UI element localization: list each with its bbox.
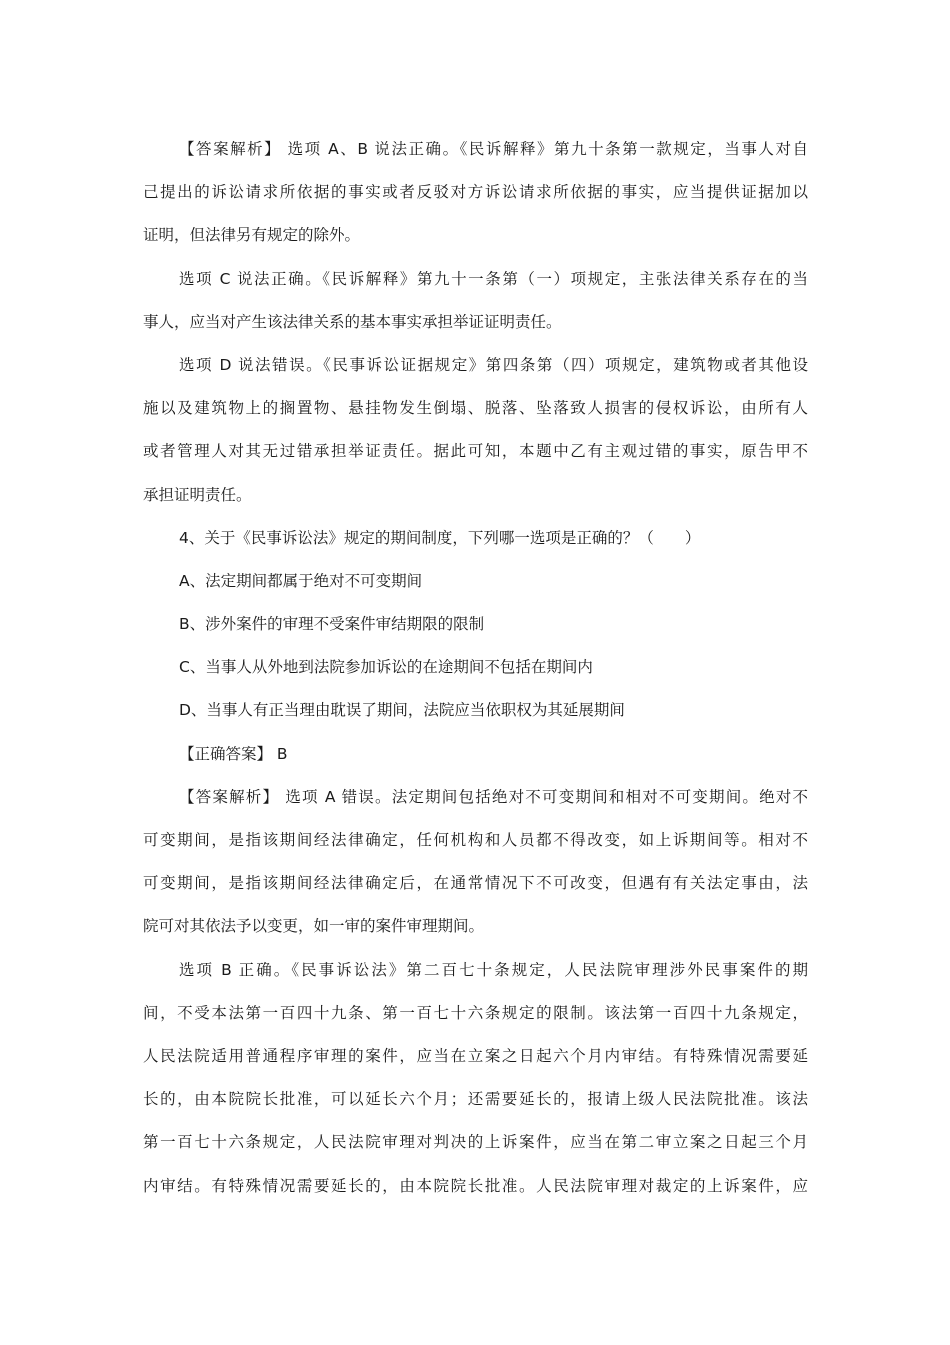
question-stem: 4、关于《民事诉讼法》规定的期间制度，下列哪一选项是正确的？（ ） (179, 528, 701, 547)
option-d: D、当事人有正当理由耽误了期间，法院应当依职权为其延展期间 (179, 701, 625, 720)
text-line: 选项 D 说法错误。《民事诉讼证据规定》第四条第（四）项规定，建筑物或者其他设 (179, 355, 808, 374)
option-c: C、当事人从外地到法院参加诉讼的在途期间不包括在期间内 (179, 658, 593, 677)
text-line: 承担证明责任。 (143, 485, 252, 504)
text-line: 第一百七十六条规定，人民法院审理对判决的上诉案件，应当在第二审立案之日起三个月 (143, 1133, 808, 1152)
text-line: 【答案解析】 选项 A 错误。法定期间包括绝对不可变期间和相对不可变期间。绝对不 (179, 787, 808, 806)
text-line: 【答案解析】 选项 A、B 说法正确。《民诉解释》第九十条第一款规定，当事人对自 (179, 140, 808, 158)
text-line: 事人，应当对产生该法律关系的基本事实承担举证证明责任。 (143, 312, 562, 331)
text-line: 证明，但法律另有规定的除外。 (143, 226, 361, 245)
option-a: A、法定期间都属于绝对不可变期间 (179, 571, 423, 590)
text-line: 院可对其依法予以变更，如一审的案件审理期间。 (143, 917, 485, 936)
text-line: 选项 C 说法正确。《民诉解释》第九十一条第（一）项规定，主张法律关系存在的当 (179, 269, 808, 288)
correct-answer: 【正确答案】 B (179, 744, 288, 763)
text-line: 长的，由本院院长批准，可以延长六个月；还需要延长的，报请上级人民法院批准。该法 (143, 1090, 808, 1109)
text-line: 可变期间，是指该期间经法律确定，任何机构和人员都不得改变，如上诉期间等。相对不 (143, 831, 808, 849)
option-b: B、涉外案件的审理不受案件审结期限的限制 (179, 615, 485, 634)
text-line: 间，不受本法第一百四十九条、第一百七十六条规定的限制。该法第一百四十九条规定， (143, 1003, 808, 1022)
text-line: 内审结。有特殊情况需要延长的，由本院院长批准。人民法院审理对裁定的上诉案件，应 (143, 1176, 808, 1195)
text-line: 选项 B 正确。《民事诉讼法》第二百七十条规定，人民法院审理涉外民事案件的期 (179, 960, 808, 979)
text-line: 或者管理人对其无过错承担举证责任。据此可知，本题中乙有主观过错的事实，原告甲不 (143, 442, 808, 461)
text-line: 可变期间，是指该期间经法律确定后，在通常情况下不可改变，但遇有有关法定事由，法 (143, 874, 808, 893)
text-line: 人民法院适用普通程序审理的案件，应当在立案之日起六个月内审结。有特殊情况需要延 (143, 1046, 808, 1065)
text-line: 施以及建筑物上的搁置物、悬挂物发生倒塌、脱落、坠落致人损害的侵权诉讼，由所有人 (143, 399, 808, 418)
text-line: 己提出的诉讼请求所依据的事实或者反驳对方诉讼请求所依据的事实，应当提供证据加以 (143, 183, 808, 202)
document-body (143, 128, 808, 1208)
